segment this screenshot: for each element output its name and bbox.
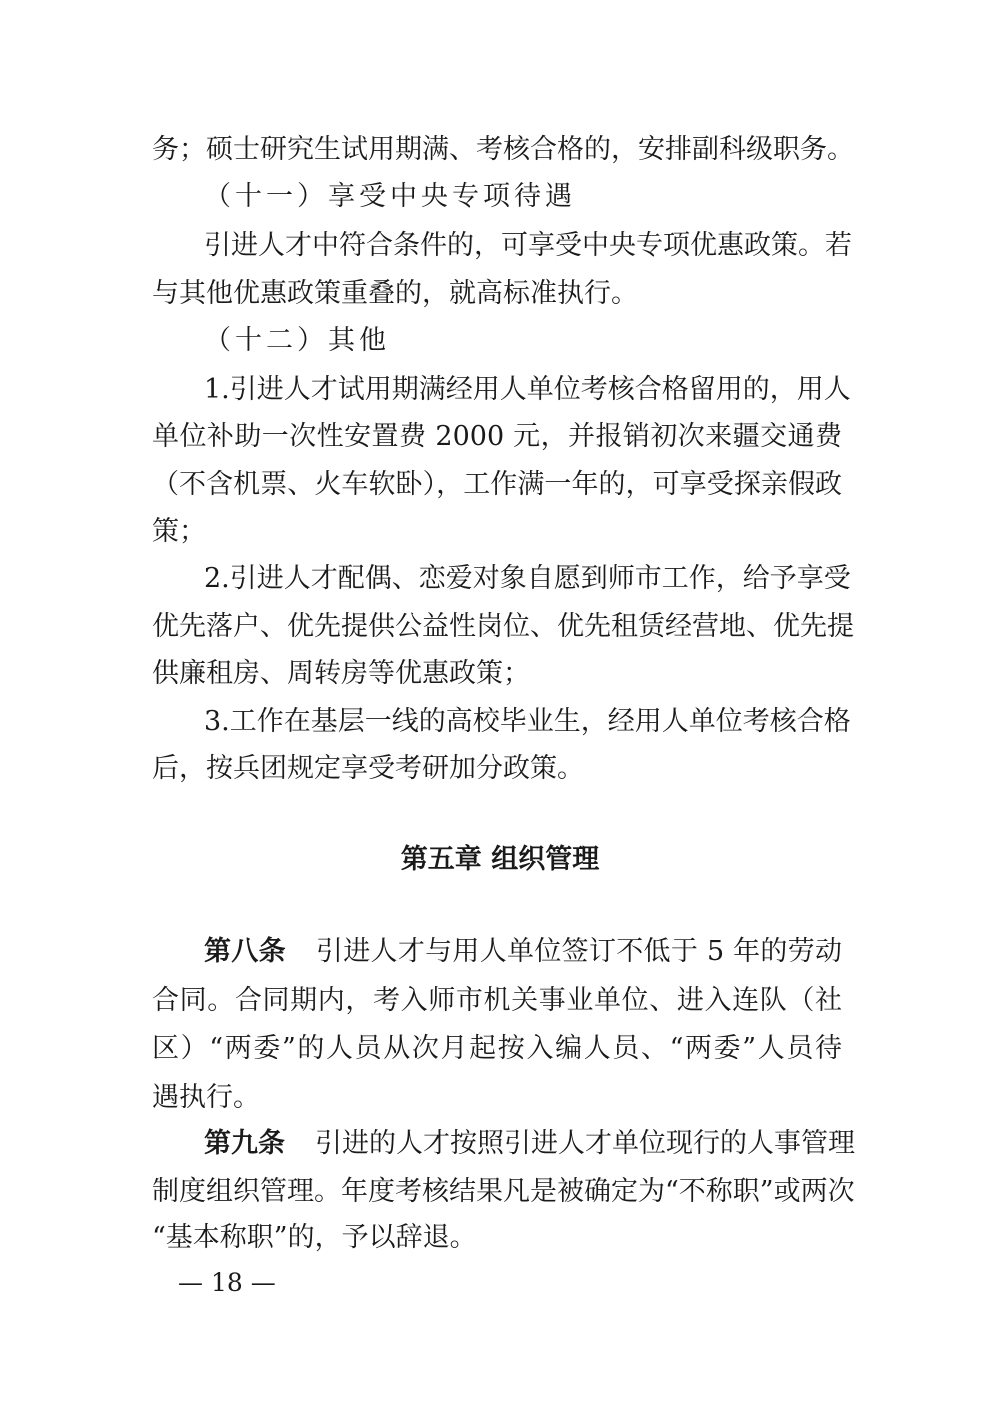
body-line: “基本称职”的，予以辞退。 xyxy=(152,1222,477,1253)
body-line: 务；硕士研究生试用期满、考核合格的，安排副科级职务。 xyxy=(152,134,854,165)
body-line: 与其他优惠政策重叠的，就高标准执行。 xyxy=(152,278,638,309)
article-9-line xyxy=(204,1124,855,1164)
article-9-text: 引进的人才按照引进人才单位现行的人事管理 xyxy=(315,1128,855,1159)
article-8-text: 引进人才与用人单位签订不低于 5 年的劳动 xyxy=(315,936,843,967)
body-line: 区）“两委”的人员从次月起按入编人员、“两委”人员待 xyxy=(152,1033,842,1064)
body-line: 优先落户、优先提供公益性岗位、优先租赁经营地、优先提 xyxy=(152,611,854,642)
body-line: 单位补助一次性安置费 2000 元，并报销初次来疆交通费 xyxy=(152,421,842,452)
body-line: 后，按兵团规定享受考研加分政策。 xyxy=(152,753,584,784)
body-line: 2.引进人才配偶、恋爱对象自愿到师市工作，给予享受 xyxy=(204,563,851,594)
article-8-line xyxy=(204,932,842,972)
body-line: 合同。合同期内，考入师市机关事业单位、进入连队（社 xyxy=(152,985,842,1016)
section-heading-11: （十一）享受中央专项待遇 xyxy=(204,181,576,212)
page-number: — 18 — xyxy=(178,1268,276,1297)
section-heading-12: （十二）其他 xyxy=(204,325,390,356)
body-line: 3.工作在基层一线的高校毕业生，经用人单位考核合格 xyxy=(204,706,851,737)
body-line: 制度组织管理。年度考核结果凡是被确定为“不称职”或两次 xyxy=(152,1176,855,1207)
body-line: （不含机票、火车软卧），工作满一年的，可享受探亲假政 xyxy=(152,469,842,500)
article-8-label: 第八条 xyxy=(204,936,286,967)
body-line: 1.引进人才试用期满经用人单位考核合格留用的，用人 xyxy=(204,374,851,405)
chapter-title: 第五章 组织管理 xyxy=(400,844,600,875)
article-9-label: 第九条 xyxy=(204,1128,285,1159)
body-line: 策； xyxy=(152,516,206,547)
body-line: 遇执行。 xyxy=(152,1082,260,1113)
body-line: 引进人才中符合条件的，可享受中央专项优惠政策。若 xyxy=(204,230,852,261)
body-line: 供廉租房、周转房等优惠政策； xyxy=(152,658,530,689)
